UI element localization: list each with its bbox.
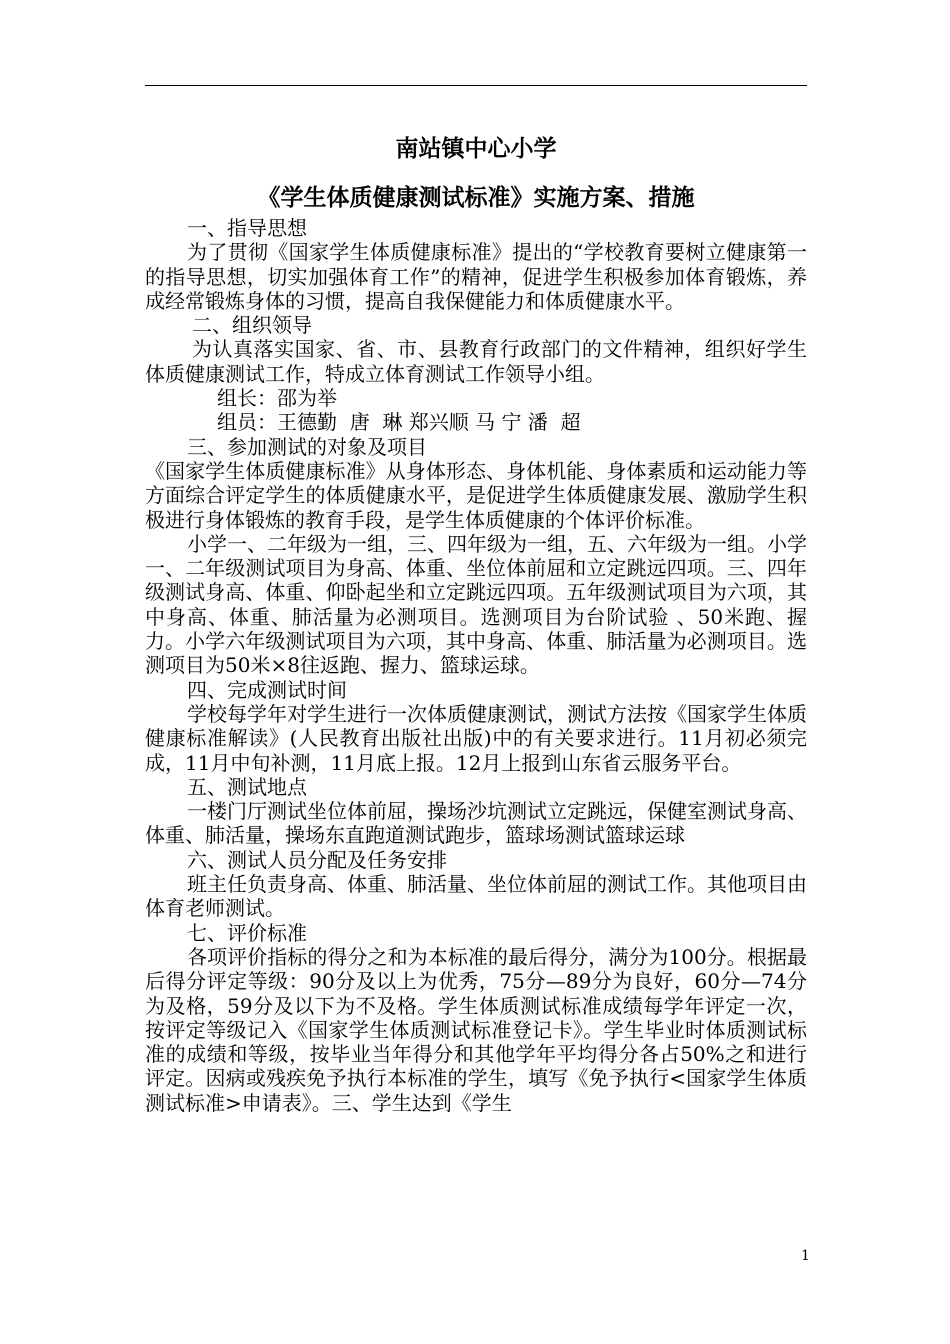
school-title: 南站镇中心小学 xyxy=(395,135,557,162)
section-heading-organization: 二、组织领导 xyxy=(192,313,312,338)
paragraph-test-location: 一楼门厅测试坐位体前屈，操场沙坑测试立定跳远，保健室测试身高、体重、肺活量，操场东直跑道测试跑步，篮球场测试篮球运球 xyxy=(145,799,807,848)
team-members: 组员：王德勤 唐 琳 郑兴顺 马 宁 潘 超 xyxy=(217,410,581,435)
paragraph-test-time: 学校每学年对学生进行一次体质健康测试，测试方法按《国家学生体质健康标准解读》(人民教育出版社出版)中的有关要求进行。11月初必须完成，11月中旬补测，11月底上报。12月上报到山东省云服务平台。 xyxy=(145,701,807,775)
section-heading-staff-assignment: 六、测试人员分配及任务安排 xyxy=(187,847,447,872)
section-heading-evaluation: 七、评价标准 xyxy=(187,920,307,945)
paragraph-test-items: 小学一、二年级为一组，三、四年级为一组，五、六年级为一组。小学一、二年级测试项目为身高、体重、坐位体前屈和立定跳远四项。三、四年级测试身高、体重、仰卧起坐和立定跳远四项。五年级测试项目为六项，其中身高、体重、肺活量为必测项目。选测项目为台阶试验 、50米跑、握力。小学六年级测试项目为六项，其中身高、体重、肺活量为必测项目。选测项目为50米×8往返跑、握力、篮球运球。 xyxy=(145,531,807,678)
paragraph-test-standard: 《国家学生体质健康标准》从身体形态、身体机能、身体素质和运动能力等方面综合评定学生的体质健康水平，是促进学生体质健康发展、激励学生积极进行身体锻炼的教育手段，是学生体质健康的个体评价标准。 xyxy=(145,458,807,532)
paragraph-guiding-idea: 为了贯彻《国家学生体质健康标准》提出的“学校教育要树立健康第一的指导思想，切实加强体育工作”的精神，促进学生积极参加体育锻炼，养成经常锻炼身体的习惯，提高自我保健能力和体质健康水平。 xyxy=(145,240,807,313)
paragraph-staff-assignment: 班主任负责身高、体重、肺活量、坐位体前屈的测试工作。其他项目由体育老师测试。 xyxy=(145,872,807,921)
section-heading-test-subjects: 三、参加测试的对象及项目 xyxy=(187,434,427,459)
page-number: 1 xyxy=(801,1248,810,1264)
document-body xyxy=(145,132,807,1115)
team-leader: 组长：邵为举 xyxy=(217,386,337,411)
paragraph-evaluation: 各项评价指标的得分之和为本标准的最后得分，满分为100分。根据最后得分评定等级：90分及以上为优秀，75分—89分为良好，60分—74分为及格，59分及以下为不及格。学生体质测试标准成绩每学年评定一次，按评定等级记入《国家学生体质测试标准登记卡》。学生毕业时体质测试标准的成绩和等级，按毕业当年得分和其他学年平均得分各占50%之和进行评定。因病或残疾免予执行本标准的学生，填写《免予执行<国家学生体质测试标准>申请表》。三、学生达到《学生 xyxy=(145,944,807,1115)
section-heading-test-time: 四、完成测试时间 xyxy=(187,677,347,702)
paragraph-organization: 为认真落实国家、省、市、县教育行政部门的文件精神，组织好学生体质健康测试工作，特成立体育测试工作领导小组。 xyxy=(145,337,807,386)
header-rule xyxy=(145,85,807,86)
section-heading-test-location: 五、测试地点 xyxy=(187,774,307,799)
document-title: 《学生体质健康测试标准》实施方案、措施 xyxy=(257,184,695,211)
section-heading-guiding-idea: 一、指导思想 xyxy=(187,216,307,240)
